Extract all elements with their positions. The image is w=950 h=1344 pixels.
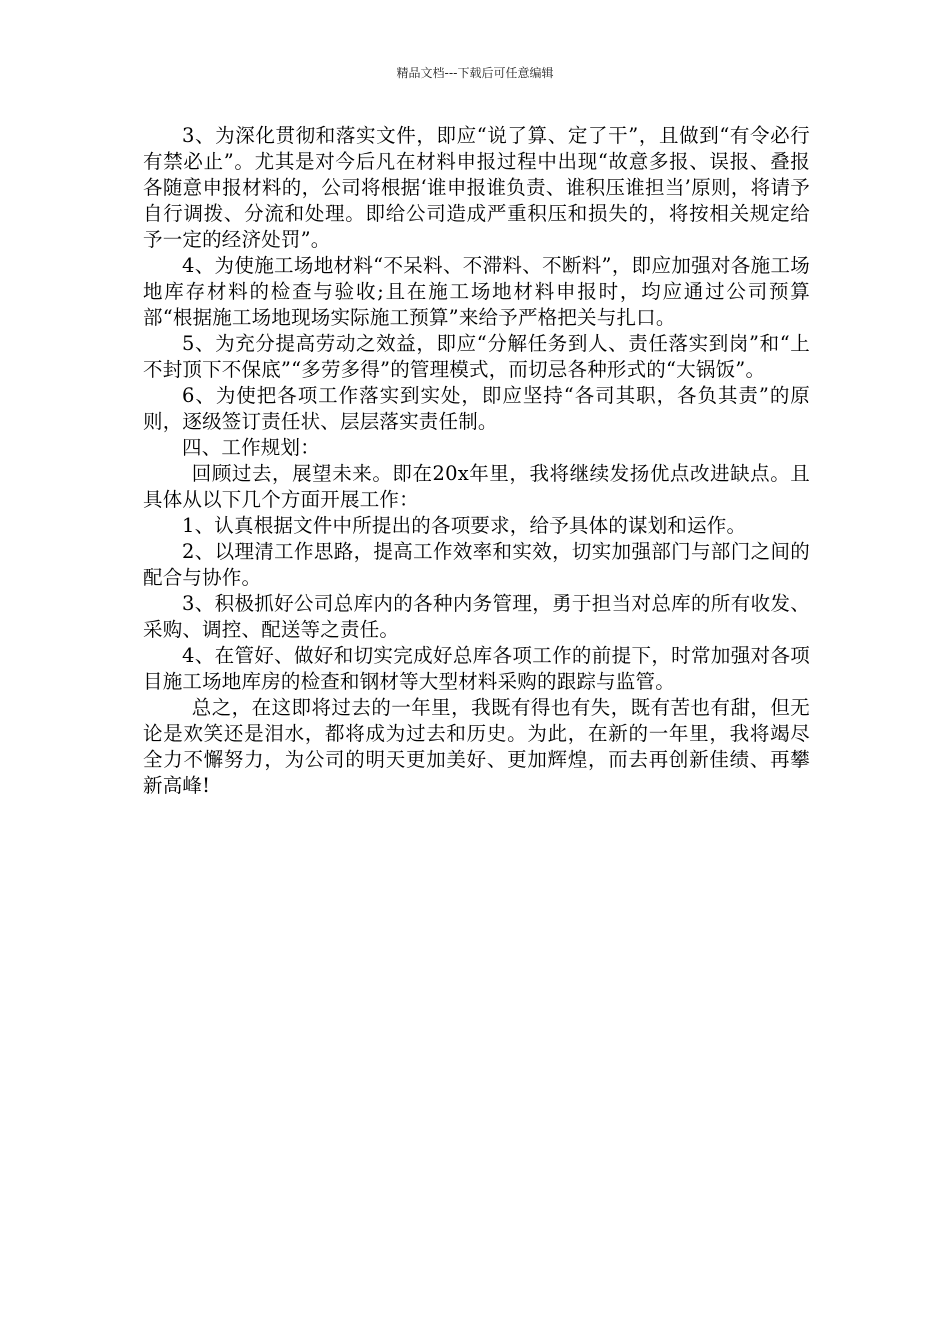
paragraph-review: 回顾过去，展望未来。即在20x年里，我将继续发扬优点改进缺点。且具体从以下几个方面开展工作： (143, 462, 810, 511)
plan-item-2: 2、以理清工作思路，提高工作效率和实效，切实加强部门与部门之间的配合与协作。 (143, 540, 810, 589)
plan-item-4: 4、在管好、做好和切实完成好总库各项工作的前提下，时常加强对各项目施工场地库房的检查和钢材等大型材料采购的跟踪与监管。 (143, 644, 810, 693)
paragraph-item-3: 3、为深化贯彻和落实文件，即应“说了算、定了干”，且做到“有令必行有禁必止”。尤其是对今后凡在材料申报过程中出现“故意多报、误报、叠报各随意申报材料的，公司将根据‘谁申报谁负责、谁积压谁担当’原则，将请予自行调拨、分流和处理。即给公司造成严重积压和损失的，将按相关规定给予一定的经济处罚”。 (143, 124, 810, 251)
paragraph-conclusion: 总之，在这即将过去的一年里，我既有得也有失，既有苦也有甜，但无论是欢笑还是泪水，都将成为过去和历史。为此，在新的一年里，我将竭尽全力不懈努力，为公司的明天更加美好、更加辉煌，而去再创新佳绩、再攀新高峰! (143, 696, 810, 797)
paragraph-item-5: 5、为充分提高劳动之效益，即应“分解任务到人、责任落实到岗”和“上不封顶下不保底”“多劳多得”的管理模式，而切忌各种形式的“大锅饭”。 (143, 332, 810, 381)
plan-item-3: 3、积极抓好公司总库内的各种内务管理，勇于担当对总库的所有收发、采购、调控、配送等之责任。 (143, 592, 810, 641)
section-heading-work-plan: 四、工作规划： (182, 436, 320, 459)
page-header: 精品文档---下载后可任意编辑 (396, 66, 554, 80)
paragraph-item-4: 4、为使施工场地材料“不呆料、不滞料、不断料”，即应加强对各施工场地库存材料的检查与验收;且在施工场地材料申报时，均应通过公司预算部“根据施工场地现场实际施工预算”来给予严格把关与扎口。 (143, 254, 810, 329)
document-body (143, 123, 810, 799)
paragraph-item-6: 6、为使把各项工作落实到实处，即应坚持“各司其职，各负其责”的原则，逐级签订责任状、层层落实责任制。 (143, 384, 810, 433)
plan-item-1: 1、认真根据文件中所提出的各项要求，给予具体的谋划和运作。 (182, 514, 747, 537)
